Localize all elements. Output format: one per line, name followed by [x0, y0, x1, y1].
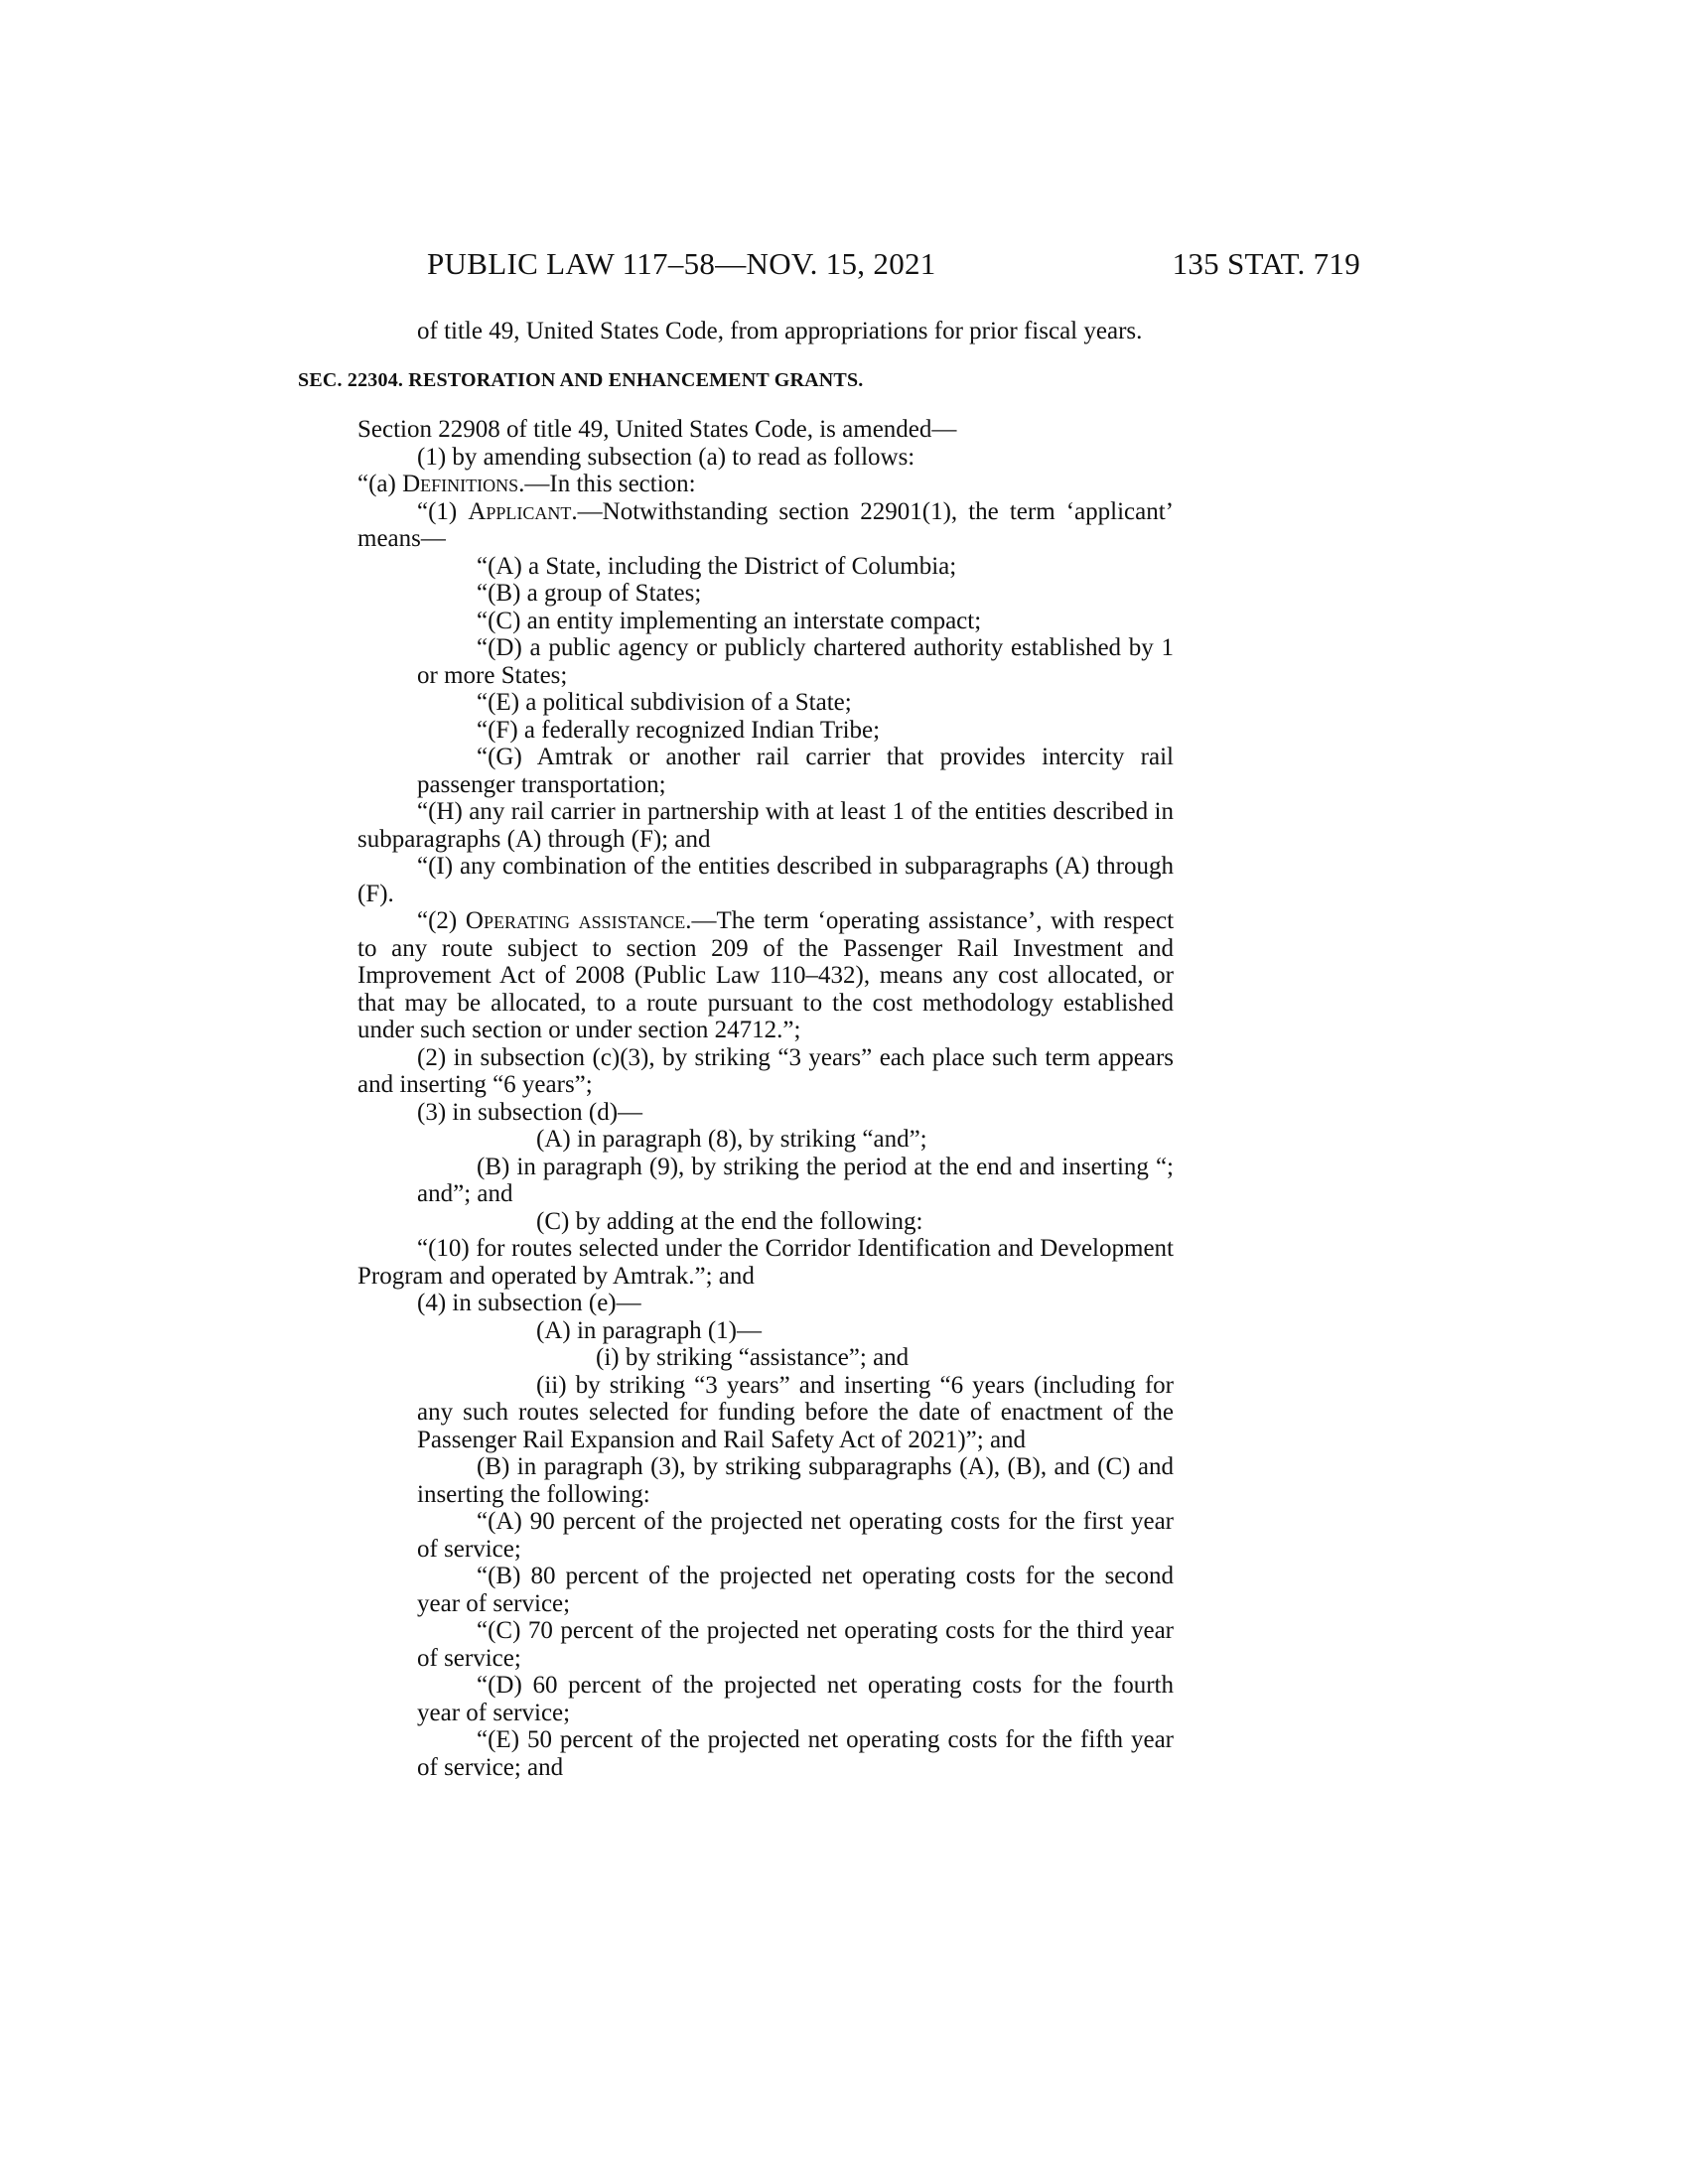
applicant-item-i: “(I) any combination of the entities described in subparagraphs (A) through (F).	[357, 853, 1174, 907]
applicant-item-g: “(G) Amtrak or another rail carrier that provides intercity rail passenger transportation;	[417, 744, 1174, 798]
applicant-item-e: “(E) a political subdivision of a State;	[477, 689, 852, 716]
subsection-e-item-b: (B) in paragraph (3), by striking subparagraphs (A), (B), and (C) and inserting the following:	[417, 1453, 1174, 1508]
applicant-item-h: “(H) any rail carrier in partnership with at least 1 of the entities described in subparagraphs (A) through (F); and	[357, 798, 1174, 853]
subsection-d-paragraph-10: “(10) for routes selected under the Corridor Identification and Development Program and operated by Amtrak.”; and	[357, 1235, 1174, 1290]
definitions-heading: Definitions	[402, 471, 519, 497]
applicant-item-b: “(B) a group of States;	[477, 580, 702, 607]
definitions-prefix: “(a)	[357, 471, 403, 497]
definitions-text: .—In this section:	[518, 471, 696, 497]
applicant-item-c: “(C) an entity implementing an interstate compact;	[477, 607, 982, 634]
amendment-item-4: (4) in subsection (e)—	[417, 1290, 641, 1316]
subsection-e-item-a: (A) in paragraph (1)—	[536, 1316, 762, 1344]
applicant-heading: Applicant	[468, 497, 572, 525]
applicant-item-a: “(A) a State, including the District of Columbia;	[477, 552, 957, 580]
operating-text: .—The term ‘operating assistance’, with respect to any route subject to section 209 of the Passenger Rail Investment and Improvement Act of 2008 (Public Law 110–432), means any cost allocated, or that may be allocated, to a route pursuant to the cost methodology established under such section or under section 24712.”;	[357, 907, 1175, 1043]
amendment-item-2: (2) in subsection (c)(3), by striking “3 years” each place such term appears and inserting “6 years”;	[357, 1043, 1174, 1098]
header-page-number: 135 STAT. 719	[1172, 246, 1360, 281]
section-heading: SEC. 22304. RESTORATION AND ENHANCEMENT GRANTS.	[298, 368, 864, 391]
cost-share-b: “(B) 80 percent of the projected net operating costs for the second year of service;	[417, 1563, 1174, 1617]
subsection-d-item-a: (A) in paragraph (8), by striking “and”;	[536, 1126, 927, 1153]
subsection-e-item-a-i: (i) by striking “assistance”; and	[596, 1344, 910, 1371]
section-intro: Section 22908 of title 49, United States Code, is amended—	[357, 416, 957, 443]
subsection-e-item-a-ii: (ii) by striking “3 years” and inserting “6 years (including for any such routes selected for funding before the date of enactment of the Passenger Rail Expansion and Rail Safety Act of 2021)”; and	[417, 1371, 1174, 1453]
cost-share-d: “(D) 60 percent of the projected net operating costs for the fourth year of service;	[417, 1672, 1174, 1726]
paragraph-applicant	[357, 498, 1174, 553]
subsection-d-item-c: (C) by adding at the end the following:	[536, 1207, 923, 1235]
lead-paragraph: of title 49, United States Code, from appropriations for prior fiscal years.	[417, 318, 1143, 344]
applicant-text: .—Notwithstanding section 22901(1), the term ‘applicant’ means—	[357, 497, 1175, 552]
document-body	[298, 318, 1175, 1781]
cost-share-e: “(E) 50 percent of the projected net operating costs for the fifth year of service; and	[417, 1726, 1174, 1781]
cost-share-a: “(A) 90 percent of the projected net operating costs for the first year of service;	[417, 1508, 1174, 1563]
cost-share-c: “(C) 70 percent of the projected net operating costs for the third year of service;	[417, 1617, 1174, 1672]
amendment-item-1: (1) by amending subsection (a) to read as follows:	[417, 443, 915, 471]
amendment-item-3: (3) in subsection (d)—	[417, 1098, 643, 1126]
applicant-item-d: “(D) a public agency or publicly chartered authority established by 1 or more States;	[417, 634, 1174, 689]
header-title: PUBLIC LAW 117–58—NOV. 15, 2021	[427, 246, 936, 281]
operating-heading: Operating assistance	[465, 907, 686, 934]
operating-prefix: “(2)	[417, 907, 466, 934]
subsection-a-definitions	[357, 471, 1174, 498]
running-header	[0, 246, 1688, 286]
paragraph-operating-assistance	[357, 907, 1174, 1044]
subsection-d-item-b: (B) in paragraph (9), by striking the period at the end and inserting “; and”; and	[417, 1153, 1174, 1207]
applicant-item-f: “(F) a federally recognized Indian Tribe;	[477, 716, 881, 744]
applicant-prefix: “(1)	[417, 497, 469, 525]
